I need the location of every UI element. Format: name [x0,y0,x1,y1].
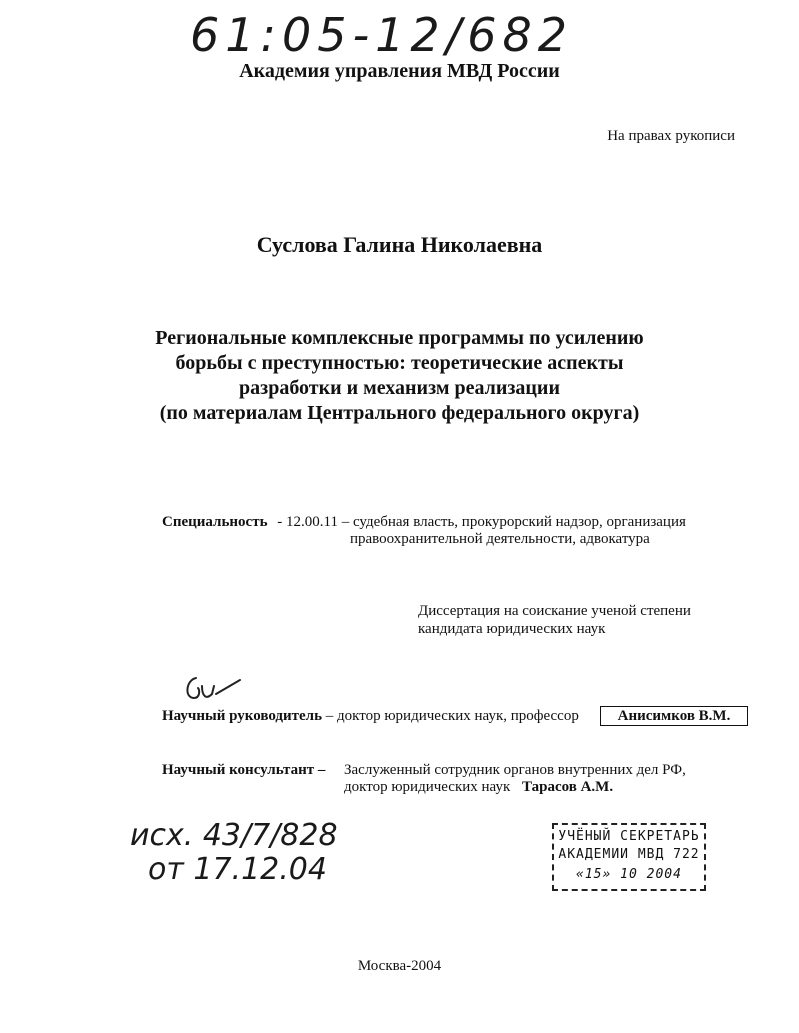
title-line: (по материалам Центрального федерального округа) [159,402,640,424]
academy-name: Академия управления МВД России [239,60,560,82]
author-name: Суслова Галина Николаевна [256,232,543,257]
handwritten-date: от 17.12.04 [148,852,327,887]
dissertation-degree [418,602,691,638]
degree-line: кандидата юридических наук [418,621,606,637]
consultant-label: Научный консультант – [162,762,326,778]
specialty [162,513,686,531]
manuscript-rights: На правах рукописи [607,128,735,144]
specialty-value: - 12.00.11 – судебная власть, прокурорский надзор, организация [277,514,686,530]
consultant-degree-text: доктор юридических наук [344,779,511,795]
title-line: борьбы с преступностью: теоретические аспекты [175,352,624,374]
stamp-line: АКАДЕМИИ МВД 722 [558,847,700,862]
supervisor-name-box: Анисимков В.М. [600,706,748,726]
supervisor-label: Научный руководитель [162,708,322,724]
degree-line: Диссертация на соискание ученой степени [418,603,691,619]
specialty-label: Специальность [162,514,268,530]
dissertation-title [0,326,799,426]
signature-mark [178,668,248,712]
handwritten-archive-code: 61:05-12/682 [190,8,573,62]
stamp-line: УЧЁНЫЙ СЕКРЕТАРЬ [558,829,700,844]
stamp-date: «15» 10 2004 [576,867,682,882]
supervisor-degree: – доктор юридических наук, профессор [322,708,579,724]
consultant-title: Заслуженный сотрудник органов внутренних дел РФ, [344,762,686,778]
specialty-value-continued: правоохранительной деятельности, адвокатура [350,531,650,547]
handwritten-outgoing-number: исх. 43/7/828 [130,818,338,853]
title-line: разработки и механизм реализации [239,377,560,399]
consultant-name: Тарасов А.М. [521,779,614,795]
supervisor [162,708,579,725]
city-year: Москва-2004 [357,958,442,974]
title-line: Региональные комплексные программы по усилению [155,327,644,349]
consultant-degree [344,779,613,796]
secretary-stamp [552,823,706,891]
